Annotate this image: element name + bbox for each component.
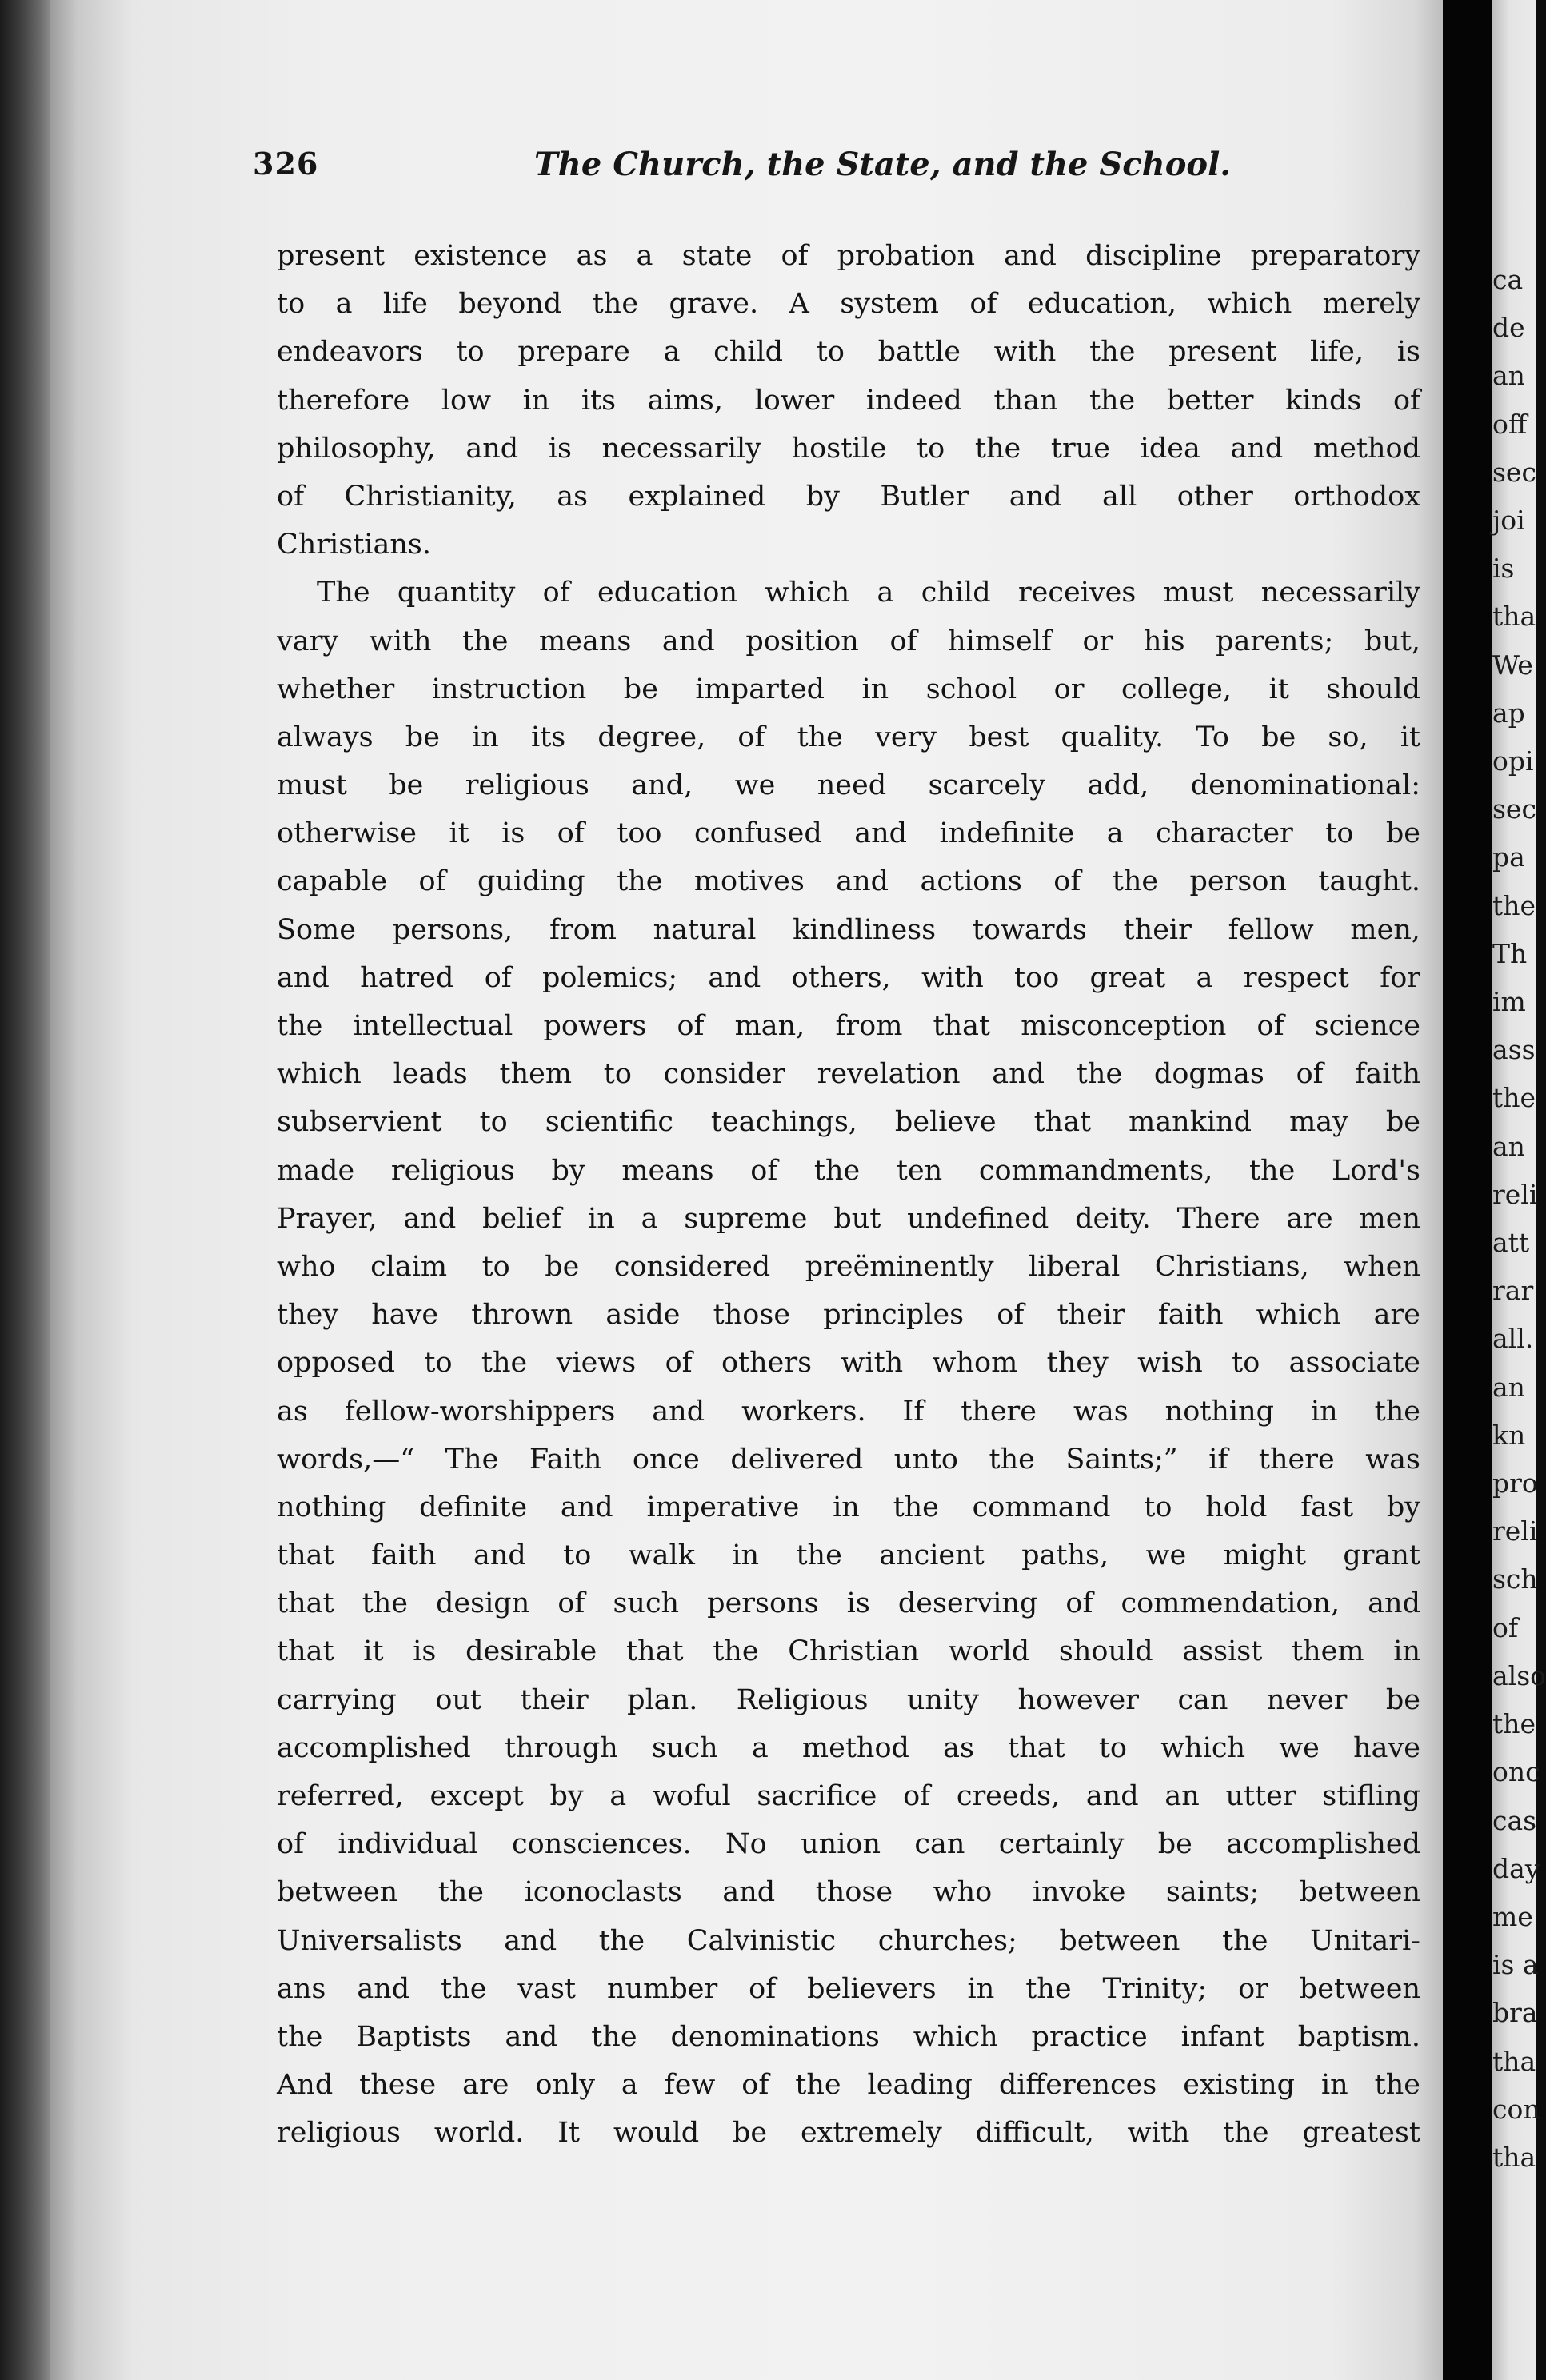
facing-page-fragment: tha	[1492, 2045, 1536, 2077]
text-line: otherwise it is of too confused and indefinite a character to be	[277, 817, 1420, 850]
text-line: as fellow-worshippers and workers. If there was nothing in the	[277, 1395, 1420, 1428]
text-line: accomplished through such a method as that to which we have	[277, 1731, 1420, 1764]
facing-page-fragment: pro	[1492, 1468, 1538, 1499]
facing-page-fragment: opi	[1492, 745, 1534, 777]
facing-page-fragment: onc	[1492, 1756, 1540, 1788]
text-line: subservient to scientific teachings, believe that mankind may be	[277, 1106, 1420, 1139]
facing-page-fragment: im	[1492, 986, 1526, 1018]
facing-page-fragment: an	[1492, 1130, 1525, 1162]
facing-page-fragment: is a	[1492, 1949, 1539, 1981]
text-line: of Christianity, as explained by Butler and all other orthodox	[277, 480, 1420, 513]
facing-page-fragment: tha	[1492, 601, 1536, 633]
facing-page-edge	[1492, 0, 1546, 2380]
facing-page-fragment: tha	[1492, 2141, 1536, 2173]
text-line: which leads them to consider revelation and the dogmas of faith	[277, 1058, 1420, 1091]
facing-page-fragment: also	[1492, 1659, 1546, 1691]
text-line: nothing definite and imperative in the command to hold fast by	[277, 1491, 1420, 1523]
facing-page-fragment: an	[1492, 1371, 1525, 1403]
text-line: that the design of such persons is deserving of commendation, and	[277, 1587, 1420, 1620]
facing-page-fragment: sec	[1492, 793, 1536, 825]
facing-page-fragment: the	[1492, 1708, 1536, 1740]
facing-page-fragment: att	[1492, 1227, 1530, 1259]
text-line: that it is desirable that the Christian world should assist them in	[277, 1635, 1420, 1668]
page-number: 326	[253, 146, 319, 182]
text-line: and hatred of polemics; and others, with too great a respect for	[277, 961, 1420, 994]
facing-page-fragment: an	[1492, 360, 1525, 392]
facing-page-fragment: all.	[1492, 1323, 1534, 1355]
text-line: between the iconoclasts and those who invoke saints; between	[277, 1876, 1420, 1909]
text-line: present existence as a state of probation and discipline preparatory	[277, 240, 1420, 272]
facing-page-fragment: sec	[1492, 456, 1536, 488]
body-text	[277, 232, 1420, 2158]
facing-page-fragment: Th	[1492, 937, 1528, 969]
text-line: words,—“ The Faith once delivered unto the Saints;” if there was	[277, 1443, 1420, 1476]
page-gutter	[1443, 0, 1492, 2380]
text-line: of individual consciences. No union can certainly be accomplished	[277, 1828, 1420, 1861]
text-line: ans and the vast number of believers in the Trinity; or between	[277, 1972, 1420, 2005]
facing-page-fragment: of	[1492, 1611, 1519, 1643]
text-line: endeavors to prepare a child to battle with the present life, is	[277, 336, 1420, 369]
facing-page-fragment: off	[1492, 408, 1528, 440]
facing-page-fragment: ass	[1492, 1034, 1536, 1066]
facing-page-fragment: the	[1492, 889, 1536, 921]
binding-edge	[0, 0, 50, 2380]
facing-page-fragment: sch	[1492, 1563, 1538, 1595]
facing-page-fragment: the	[1492, 1082, 1536, 1114]
text-line: therefore low in its aims, lower indeed than the better kinds of	[277, 384, 1420, 417]
text-line: The quantity of education which a child receives must necessarily	[317, 577, 1420, 609]
facing-page-fragment: ap	[1492, 697, 1525, 729]
text-line: opposed to the views of others with whom they wish to associate	[277, 1347, 1420, 1380]
facing-page-fragments	[1492, 256, 1546, 2182]
text-line: the intellectual powers of man, from that misconception of science	[277, 1010, 1420, 1042]
running-title: The Church, the State, and the School.	[534, 146, 1232, 183]
text-line: philosophy, and is necessarily hostile to the true idea and method	[277, 432, 1420, 465]
facing-page-fragment: cas	[1492, 1804, 1537, 1836]
text-line: must be religious and, we need scarcely add, denominational:	[277, 769, 1420, 802]
text-line: And these are only a few of the leading differences existing in the	[277, 2069, 1420, 2102]
facing-page-fragment: con	[1492, 2093, 1540, 2125]
facing-page-fragment: kn	[1492, 1419, 1526, 1451]
facing-page-fragment: We	[1492, 649, 1533, 681]
text-line: always be in its degree, of the very best quality. To be so, it	[277, 721, 1420, 753]
text-line: whether instruction be imparted in school or college, it should	[277, 673, 1420, 705]
text-line: Prayer, and belief in a supreme but undefined deity. There are men	[277, 1202, 1420, 1235]
text-line: capable of guiding the motives and actions of the person taught.	[277, 865, 1420, 898]
text-line: religious world. It would be extremely difficult, with the greatest	[277, 2117, 1420, 2150]
text-line: Universalists and the Calvinistic churches; between the Unitari-	[277, 1924, 1420, 1957]
text-line: referred, except by a woful sacrifice of creeds, and an utter stifling	[277, 1780, 1420, 1812]
text-line: that faith and to walk in the ancient paths, we might grant	[277, 1539, 1420, 1572]
running-head	[253, 146, 1388, 194]
facing-page-fragment: bra	[1492, 1997, 1538, 2029]
facing-page-fragment: joi	[1492, 505, 1525, 537]
text-line: they have thrown aside those principles of their faith which are	[277, 1299, 1420, 1332]
text-line: carrying out their plan. Religious unity however can never be	[277, 1683, 1420, 1716]
facing-page-fragment: day	[1492, 1852, 1540, 1884]
facing-page-fragment: reli	[1492, 1178, 1538, 1210]
facing-page-fragment: ca	[1492, 264, 1524, 295]
text-line: who claim to be considered preëminently liberal Christians, when	[277, 1250, 1420, 1283]
text-line: Some persons, from natural kindliness towards their fellow men,	[277, 913, 1420, 946]
facing-page-fragment: is	[1492, 553, 1515, 585]
text-line: made religious by means of the ten commandments, the Lord's	[277, 1154, 1420, 1187]
text-line: to a life beyond the grave. A system of education, which merely	[277, 288, 1420, 321]
text-line: the Baptists and the denominations which practice infant baptism.	[277, 2020, 1420, 2053]
facing-page-fragment: de	[1492, 312, 1525, 344]
facing-page-fragment: me	[1492, 1900, 1533, 1932]
facing-page-fragment: reli	[1492, 1515, 1538, 1547]
text-line: vary with the means and position of himself or his parents; but,	[277, 625, 1420, 657]
facing-page-fragment: pa	[1492, 841, 1525, 873]
facing-page-fragment: rar	[1492, 1275, 1534, 1307]
text-line: Christians.	[277, 529, 431, 561]
